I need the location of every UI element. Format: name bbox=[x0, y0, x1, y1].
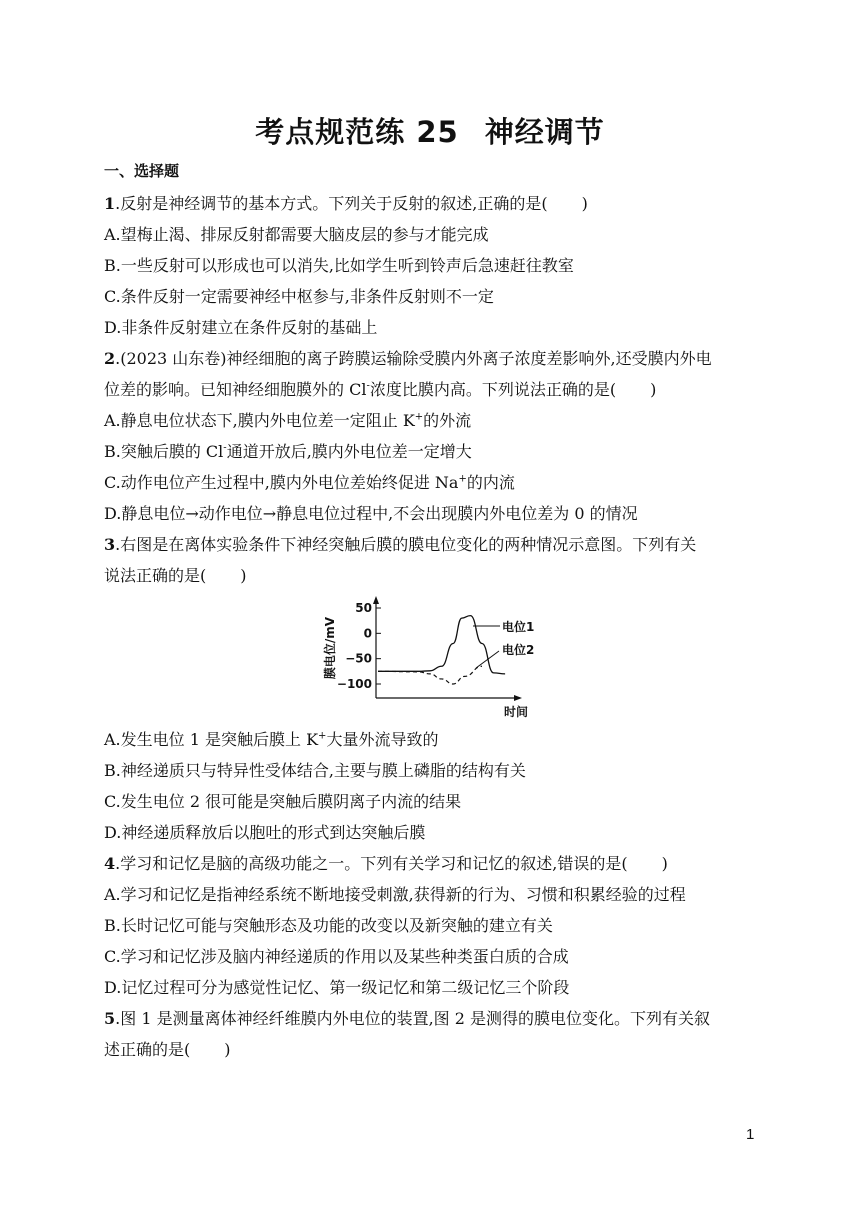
y-axis-arrow bbox=[373, 596, 379, 604]
y-tick-label: −100 bbox=[336, 677, 372, 691]
q1-stem: 1.反射是神经调节的基本方式。下列关于反射的叙述,正确的是( ) bbox=[104, 194, 588, 213]
q4-stem: 4.学习和记忆是脑的高级功能之一。下列有关学习和记忆的叙述,错误的是( ) bbox=[104, 854, 668, 873]
page-number: 1 bbox=[746, 1126, 755, 1143]
y-tick-label: 50 bbox=[355, 601, 372, 615]
q2-option-a: A.静息电位状态下,膜内外电位差一定阻止 K+的外流 bbox=[104, 411, 472, 430]
x-axis-label: 时间 bbox=[503, 705, 529, 719]
q5-stem-line2: 述正确的是( ) bbox=[104, 1040, 231, 1059]
q5-stem-line1: 5.图 1 是测量离体神经纤维膜内外电位的装置,图 2 是测得的膜电位变化。下列有关叙 bbox=[104, 1009, 711, 1028]
y-ticks bbox=[337, 601, 381, 691]
q2-option-b: B.突触后膜的 Cl-通道开放后,膜内外电位差一定增大 bbox=[104, 442, 472, 461]
page-title bbox=[0, 110, 860, 151]
series-potential-1 bbox=[378, 616, 505, 674]
q3-stem-line2: 说法正确的是( ) bbox=[104, 566, 247, 585]
q3-option-b: B.神经递质只与特异性受体结合,主要与膜上磷脂的结构有关 bbox=[104, 761, 526, 780]
label-leader-2 bbox=[476, 651, 499, 668]
x-axis-arrow bbox=[514, 695, 522, 701]
q4-option-b: B.长时记忆可能与突触形态及功能的改变以及新突触的建立有关 bbox=[104, 916, 553, 935]
q3-option-a: A.发生电位 1 是突触后膜上 K+大量外流导致的 bbox=[104, 730, 439, 749]
y-tick-label: −50 bbox=[345, 651, 372, 666]
series-label-1: 电位1 bbox=[502, 620, 535, 634]
membrane-potential-chart bbox=[318, 596, 548, 724]
q4-option-c: C.学习和记忆涉及脑内神经递质的作用以及某些种类蛋白质的合成 bbox=[104, 947, 569, 966]
y-tick-label: 0 bbox=[363, 626, 372, 641]
series-label-2: 电位2 bbox=[502, 643, 535, 657]
series-potential-2 bbox=[378, 666, 482, 684]
title-topic: 神经调节 bbox=[484, 115, 605, 149]
q1-option-d: D.非条件反射建立在条件反射的基础上 bbox=[104, 318, 378, 337]
q2-stem-line1: 2.(2023 山东卷)神经细胞的离子跨膜运输除受膜内外离子浓度差影响外,还受膜内外电 bbox=[104, 349, 712, 368]
q1-option-b: B.一些反射可以形成也可以消失,比如学生听到铃声后急速赶往教室 bbox=[104, 256, 574, 275]
q2-option-c: C.动作电位产生过程中,膜内外电位差始终促进 Na+的内流 bbox=[104, 473, 515, 492]
title-main: 考点规范练 25 bbox=[255, 115, 459, 149]
q1-option-a: A.望梅止渴、排尿反射都需要大脑皮层的参与才能完成 bbox=[104, 225, 489, 244]
y-axis-label: 膜电位/mV bbox=[323, 616, 337, 680]
q4-option-d: D.记忆过程可分为感觉性记忆、第一级记忆和第二级记忆三个阶段 bbox=[104, 978, 570, 997]
q3-stem-line1: 3.右图是在离体实验条件下神经突触后膜的膜电位变化的两种情况示意图。下列有关 bbox=[104, 535, 697, 554]
q2-option-d: D.静息电位→动作电位→静息电位过程中,不会出现膜内外电位差为 0 的情况 bbox=[104, 504, 638, 523]
q1-option-c: C.条件反射一定需要神经中枢参与,非条件反射则不一定 bbox=[104, 287, 494, 306]
q3-option-c: C.发生电位 2 很可能是突触后膜阴离子内流的结果 bbox=[104, 792, 462, 811]
q4-option-a: A.学习和记忆是指神经系统不断地接受刺激,获得新的行为、习惯和积累经验的过程 bbox=[104, 885, 686, 904]
q2-stem-line2: 位差的影响。已知神经细胞膜外的 Cl-浓度比膜内高。下列说法正确的是( ) bbox=[104, 380, 657, 399]
q3-option-d: D.神经递质释放后以胞吐的形式到达突触后膜 bbox=[104, 823, 426, 842]
section-heading: 一、选择题 bbox=[104, 162, 180, 180]
